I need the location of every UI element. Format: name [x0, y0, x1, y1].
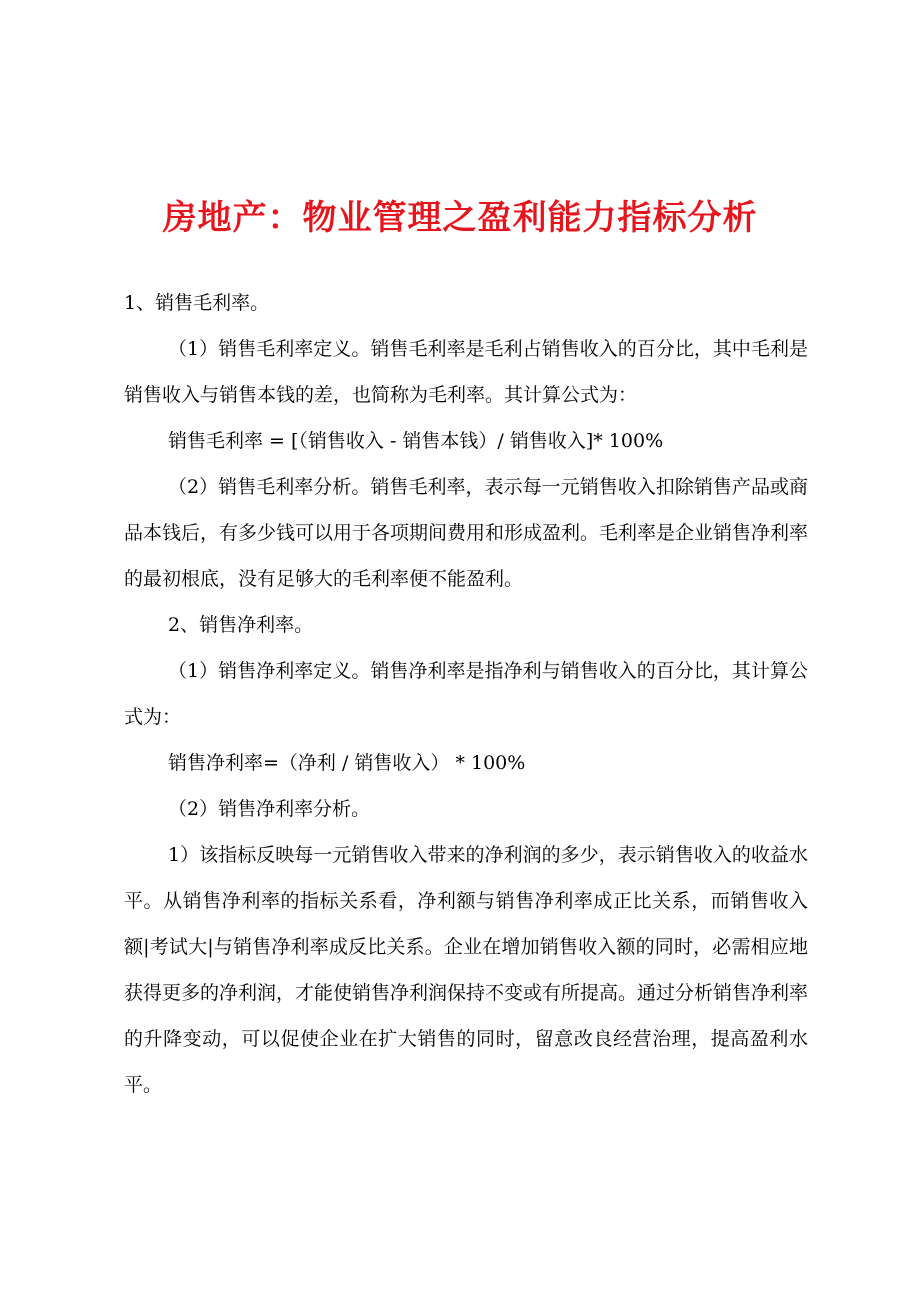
- net-margin-analysis-body: 1）该指标反映每一元销售收入带来的净利润的多少，表示销售收入的收益水平。从销售净利率的指标关系看，净利额与销售净利率成正比关系，而销售收入额|考试大|与销售净利率成反比关系。企业在增加销售收入额的同时，必需相应地获得更多的净利润，才能使销售净利润保持不变或有所提高。通过分析销售净利率的升降变动，可以促使企业在扩大销售的同时，留意改良经营治理，提高盈利水平。: [124, 844, 809, 1096]
- gross-margin-analysis: （2）销售毛利率分析。销售毛利率，表示每一元销售收入扣除销售产品或商品本钱后，有多少钱可以用于各项期间费用和形成盈利。毛利率是企业销售净利率的最初根底，没有足够大的毛利率便不能盈利。: [124, 476, 809, 590]
- heading-gross-margin: 1、销售毛利率。: [124, 292, 270, 314]
- document-body: [124, 280, 808, 1108]
- heading-net-margin: 2、销售净利率。: [168, 614, 314, 636]
- net-margin-analysis-heading: （2）销售净利率分析。: [168, 798, 371, 820]
- gross-margin-definition: （1）销售毛利率定义。销售毛利率是毛利占销售收入的百分比，其中毛利是销售收入与销售本钱的差，也简称为毛利率。其计算公式为：: [124, 338, 808, 406]
- net-margin-formula: 销售净利率=（净利 / 销售收入） * 100%: [168, 752, 526, 774]
- gross-margin-formula: 销售毛利率 = [（销售收入 - 销售本钱）/ 销售收入]* 100%: [168, 430, 664, 452]
- net-margin-definition: （1）销售净利率定义。销售净利率是指净利与销售收入的百分比，其计算公式为：: [124, 660, 808, 728]
- document-title: 房地产：物业管理之盈利能力指标分析: [162, 198, 758, 238]
